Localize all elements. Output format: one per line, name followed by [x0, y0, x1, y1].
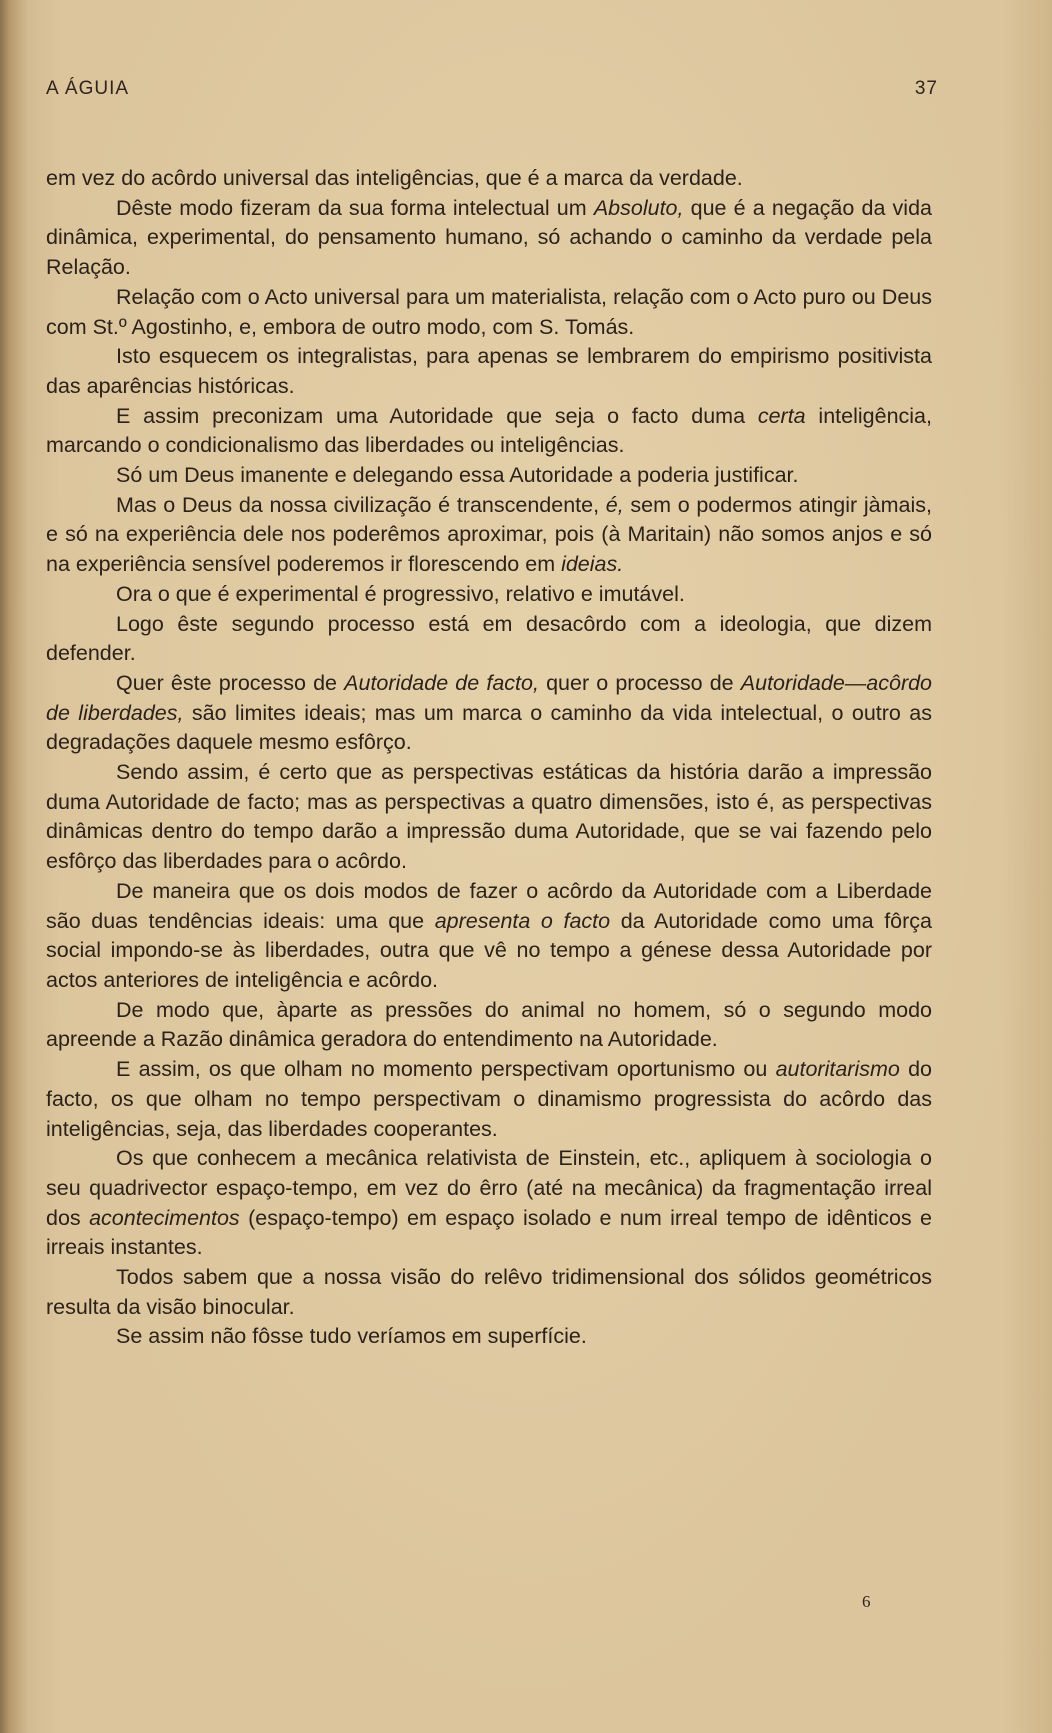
italic-text: apresenta o facto	[434, 908, 611, 933]
text-run: Ora o que é experimental é progressivo, relativo e imutável.	[116, 581, 685, 606]
italic-text: Autoridade de facto,	[344, 670, 539, 695]
italic-text: Absoluto,	[593, 195, 684, 220]
italic-text: certa	[757, 403, 806, 428]
text-run: E assim preconizam uma Autoridade que seja o facto duma	[116, 403, 758, 428]
paragraph	[46, 402, 932, 461]
signature-mark: 6	[862, 1592, 871, 1611]
text-run: (espaço-tempo) em espaço isolado e num irreal tempo de idênticos e irreais instantes.	[46, 1205, 933, 1260]
paragraph	[46, 491, 932, 580]
text-run: Quer êste processo de	[116, 670, 345, 695]
paragraph	[46, 283, 932, 342]
text-run: Todos sabem que a nossa visão do relêvo tridimensional dos sólidos geométricos resulta da visão binocular.	[46, 1265, 932, 1319]
text-run: quer o processo de	[538, 670, 741, 695]
text-run: Relação com o Acto universal para um materialista, relação com o Acto puro ou Deus com St.º Agostinho, e, embora de outro modo, com S. Tomás.	[46, 284, 932, 339]
paragraph	[46, 194, 932, 283]
paragraph	[46, 1322, 932, 1352]
body-text	[46, 164, 932, 1352]
paragraph	[46, 1263, 932, 1322]
italic-text: Autoridade—acôrdo de liberdades,	[46, 670, 933, 725]
paragraph	[46, 164, 932, 194]
paragraph	[46, 758, 932, 877]
italic-text: acontecimentos	[89, 1205, 240, 1230]
paragraph	[46, 669, 932, 758]
text-run: em vez do acôrdo universal das inteligências, que é a marca da verdade.	[46, 166, 743, 190]
paragraph	[46, 342, 932, 401]
text-run: Logo êste segundo processo está em desacôrdo com a ideologia, que dizem defender.	[46, 611, 932, 666]
text-run: do facto, os que olham no tempo perspectivam o dinamismo progressista do acôrdo das inteligências, seja, das liberdades cooperantes.	[46, 1057, 932, 1141]
journal-title: A ÁGUIA	[46, 78, 130, 99]
italic-text: autoritarismo	[775, 1057, 900, 1082]
text-run: da Autoridade como uma fôrça social impondo-se às liberdades, outra que vê no tempo a génese dessa Autoridade por actos anteriores de inteligência e acôrdo.	[46, 908, 932, 992]
text-run: Se assim não fôsse tudo veríamos em superfície.	[116, 1324, 587, 1349]
text-run: Dêste modo fizeram da sua forma intelectual um	[116, 195, 594, 220]
text-run: Só um Deus imanente e delegando essa Autoridade a poderia justificar.	[116, 463, 799, 488]
italic-text: ideias.	[561, 552, 624, 577]
paragraph	[46, 877, 932, 996]
running-head	[46, 78, 938, 106]
text-run: sem o podermos atingir jàmais, e só na experiência dele nos poderêmos aproximar, pois (à Maritain) não somos anjos e só na experiência sensível poderemos ir florescendo em	[46, 492, 932, 577]
italic-text: é,	[605, 492, 624, 517]
paragraph	[46, 1055, 932, 1144]
paragraph	[46, 996, 932, 1055]
paragraph	[46, 610, 932, 669]
text-run: De maneira que os dois modos de fazer o acôrdo da Autoridade com a Liberdade são duas tendências ideais: uma que	[46, 878, 932, 933]
text-run: Os que conhecem a mecânica relativista de Einstein, etc., apliquem à sociologia o seu quadrivector espaço-tempo, em vez do êrro (até na mecânica) da fragmentação irreal dos	[46, 1146, 932, 1230]
text-run: E assim, os que olham no momento perspectivam oportunismo ou	[116, 1057, 776, 1082]
text-run: Mas o Deus da nossa civilização é transcendente,	[116, 492, 606, 517]
paragraph	[46, 1144, 932, 1263]
page-number: 37	[914, 78, 938, 99]
text-run: Isto esquecem os integralistas, para apenas se lembrarem do empirismo positivista das aparências históricas.	[46, 344, 932, 398]
paragraph	[46, 580, 932, 610]
text-run: que é a negação da vida dinâmica, experimental, do pensamento humano, só achando o caminho da verdade pela Relação.	[46, 195, 932, 280]
paragraph	[46, 461, 932, 491]
text-run: Sendo assim, é certo que as perspectivas estáticas da história darão a impressão duma Autoridade de facto; mas as perspectivas a quatro dimensões, isto é, as perspectivas dinâmicas dentro do tempo darão a impressão duma Autoridade, que se vai fazendo pelo esfôrço das liberdades para o acôrdo.	[46, 760, 932, 874]
text-run: De modo que, àparte as pressões do animal no homem, só o segundo modo apreende a Razão dinâmica geradora do entendimento na Autoridade.	[46, 997, 932, 1052]
text-run: inteligência, marcando o condicionalismo das liberdades ou inteligências.	[46, 403, 932, 458]
text-run: são limites ideais; mas um marca o caminho da vida intelectual, o outro as degradações daquele mesmo esfôrço.	[46, 700, 932, 755]
